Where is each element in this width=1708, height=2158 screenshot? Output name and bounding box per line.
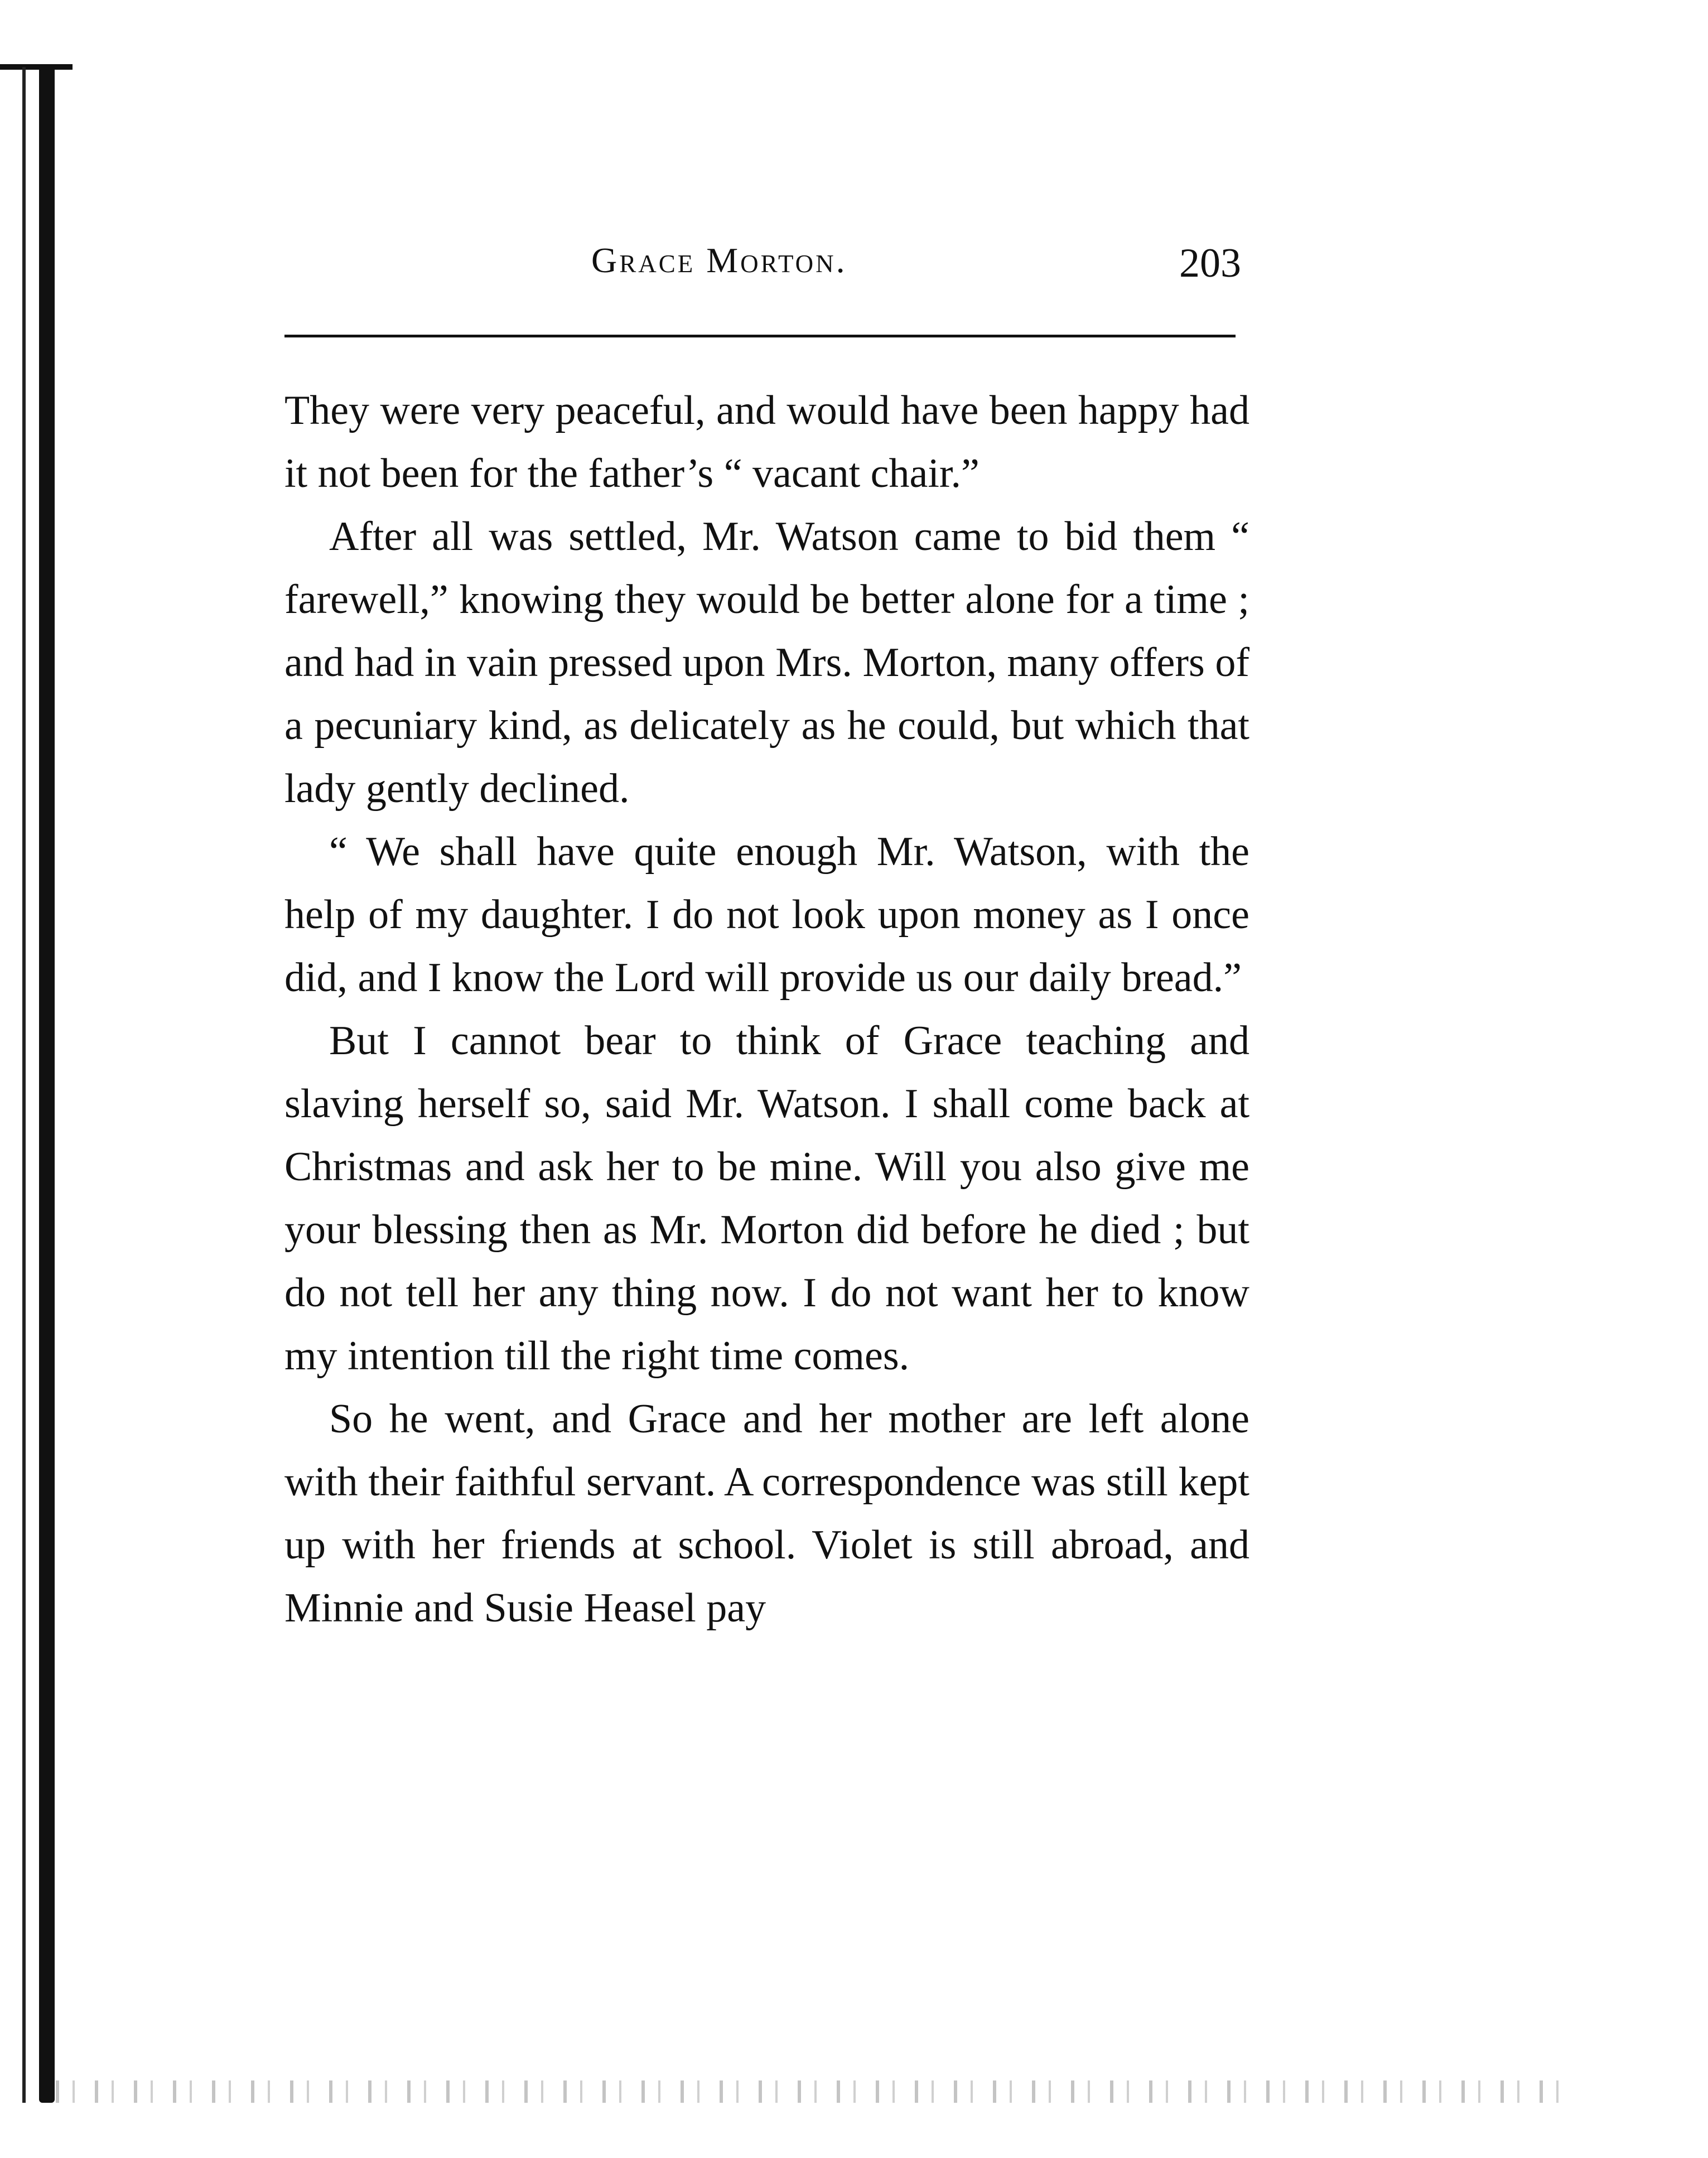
running-header bbox=[282, 240, 1241, 307]
scan-noise bbox=[56, 2080, 1562, 2103]
page-number: 203 bbox=[1179, 240, 1241, 286]
binding-edge-top bbox=[0, 64, 73, 70]
paragraph: They were very peaceful, and would have been happy had it not been for the father’s “ vacant chair.” bbox=[284, 388, 1249, 496]
binding-edge-thin bbox=[22, 67, 26, 2103]
header-rule bbox=[284, 335, 1236, 337]
paragraph: After all was settled, Mr. Watson came to bid them “ farewell,” knowing they would be better alone for a time ; and had in vain pressed upon Mrs. Morton, many offers of a pecuniary kind, as delicately as he could, but which that lady gently declined. bbox=[284, 514, 1249, 812]
paragraph: But I cannot bear to think of Grace teaching and slaving herself so, said Mr. Watson. I shall come back at Christmas and ask her to be mine. Will you also give me your blessing then as Mr. Morton did before he died ; but do not tell her any thing now. I do not want her to know my intention till the right time comes. bbox=[284, 1018, 1249, 1379]
body-text bbox=[284, 379, 1249, 1640]
binding-edge bbox=[39, 67, 55, 2103]
paragraph: “ We shall have quite enough Mr. Watson, with the help of my daughter. I do not look upon money as I once did, and I know the Lord will provide us our daily bread.” bbox=[284, 829, 1249, 1001]
running-title: Grace Morton. bbox=[591, 240, 847, 280]
paragraph: So he went, and Grace and her mother are left alone with their faithful servant. A correspondence was still kept up with her friends at school. Violet is still abroad, and Minnie and Susie Heasel pay bbox=[284, 1396, 1249, 1631]
